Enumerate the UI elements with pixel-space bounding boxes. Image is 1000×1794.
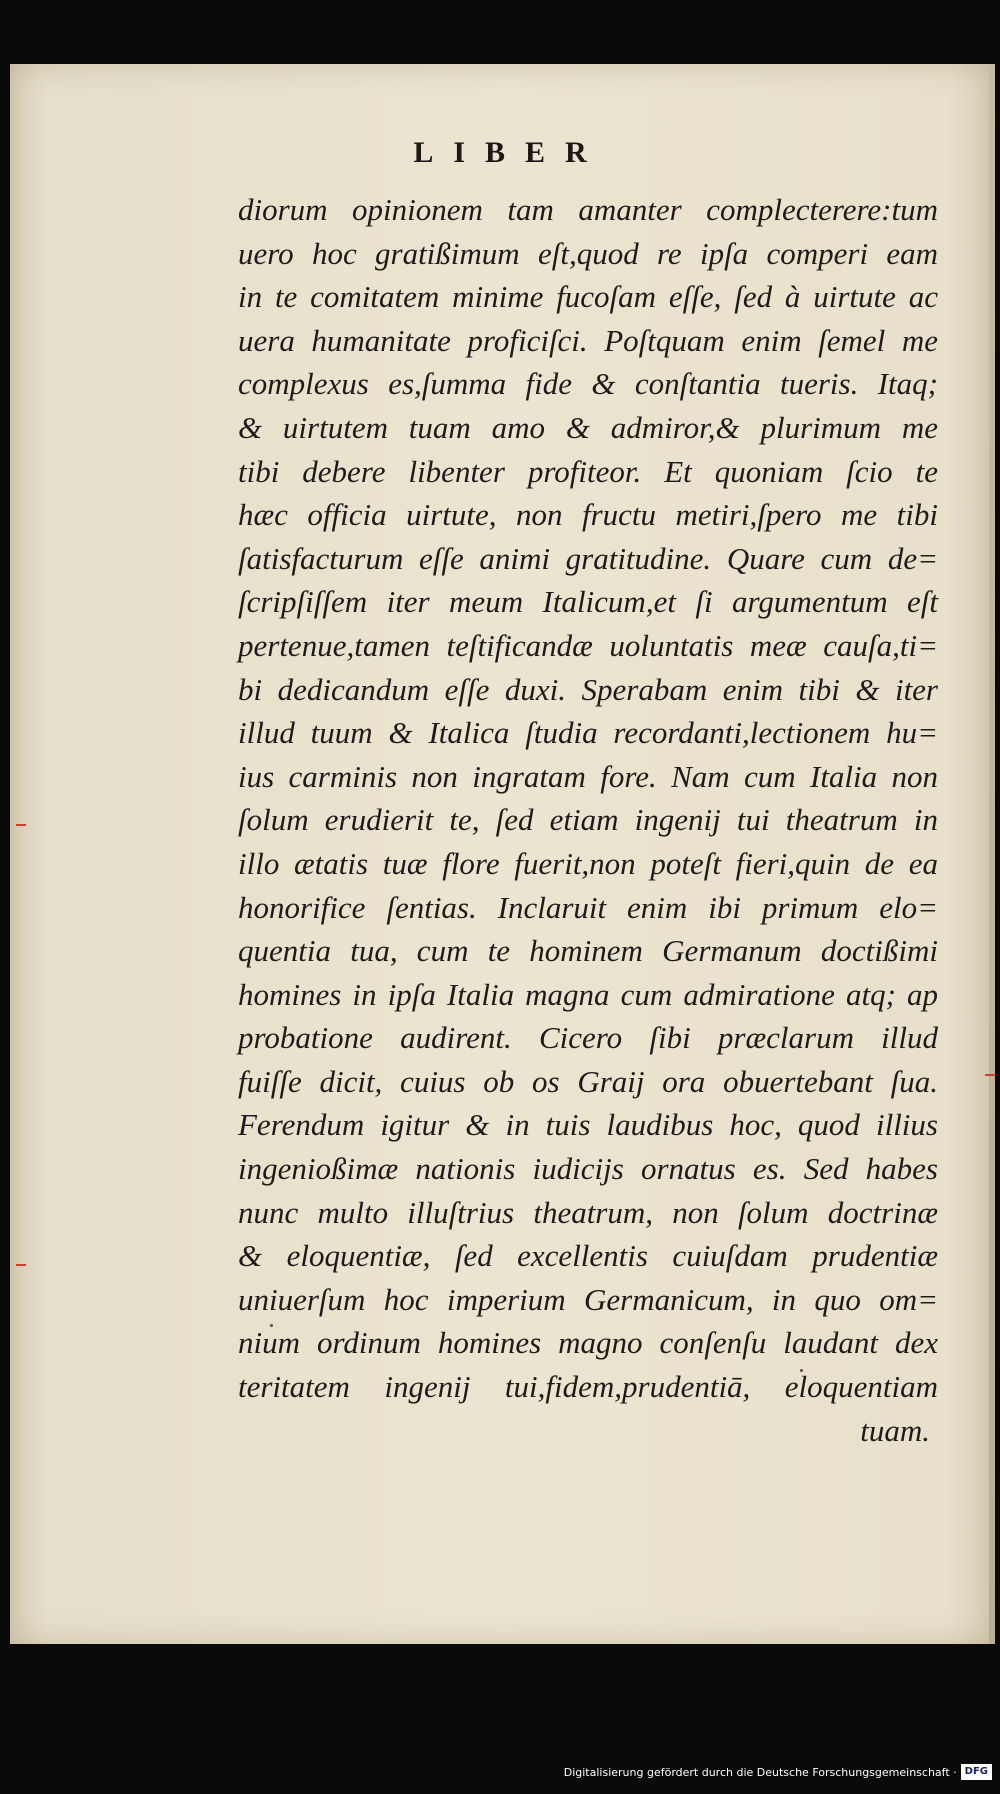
- text-line: honorifice ſentias. Inclaruit enim ibi primum elo=: [238, 889, 938, 925]
- text-line: illo ætatis tuæ flore fuerit,non poteſt fieri,quin de ea: [238, 845, 938, 881]
- text-line: probatione audirent. Cicero ſibi præclarum illud: [238, 1020, 938, 1056]
- text-line: ſcripſiſſem iter meum Italicum,et ſi argumentum eſt: [238, 584, 938, 620]
- text-line: tuam.: [860, 1412, 930, 1448]
- margin-mark: [16, 1264, 26, 1266]
- page-edge: [989, 64, 995, 1644]
- text-line: hæc officia uirtute, non fructu metiri,ſpero me tibi: [238, 497, 938, 533]
- running-head: LIBER: [413, 136, 607, 169]
- text-line: uniuerſum hoc imperium Germanicum, in quo om=: [238, 1281, 938, 1317]
- text-line: ſatisfacturum eſſe animi gratitudine. Quare cum de=: [238, 540, 938, 576]
- digitization-credit: [564, 1764, 992, 1780]
- dfg-logo: DFG: [961, 1764, 992, 1780]
- text-line: pertenue,tamen teſtificandæ uoluntatis meæ cauſa,ti=: [238, 627, 938, 663]
- text-line: tibi debere libenter profiteor. Et quoniam ſcio te: [238, 453, 938, 489]
- text-line: uera humanitate proficiſci. Poſtquam enim ſemel me: [238, 322, 938, 358]
- text-line: fuiſſe dicit, cuius ob os Graij ora obuertebant ſua.: [238, 1063, 938, 1099]
- text-line: & eloquentiæ, ſed excellentis cuiuſdam prudentiæ: [238, 1238, 938, 1274]
- text-line: Ferendum igitur & in tuis laudibus hoc, quod illius: [238, 1107, 938, 1143]
- text-line: homines in ipſa Italia magna cum admiratione atq; ap: [238, 976, 938, 1012]
- text-line: nium ordinum homines magno conſenſu laudant dex: [238, 1325, 938, 1361]
- margin-mark: [16, 824, 26, 826]
- text-line: in te comitatem minime fucoſam eſſe, ſed à uirtute ac: [238, 279, 938, 315]
- page-body-text: [238, 188, 938, 1452]
- text-line: uero hoc gratißimum eſt,quod re ipſa comperi eam: [238, 235, 938, 271]
- text-line: diorum opinionem tam amanter complecterere:tum: [238, 192, 938, 227]
- text-line: ingenioßimæ nationis iudicijs ornatus es. Sed habes: [238, 1151, 938, 1187]
- text-line: quentia tua, cum te hominem Germanum doctißimi: [238, 933, 938, 969]
- text-line: teritatem ingenij tui,fidem,prudentiā, eloquentiam: [238, 1369, 938, 1405]
- text-line: & uirtutem tuam amo & admiror,& plurimum me: [238, 409, 938, 445]
- text-line: illud tuum & Italica ſtudia recordanti,lectionem hu=: [238, 715, 938, 751]
- text-line: bi dedicandum eſſe duxi. Sperabam enim tibi & iter: [238, 671, 938, 707]
- text-line: nunc multo illuſtrius theatrum, non ſolum doctrinæ: [238, 1194, 938, 1230]
- text-line: complexus es,ſumma fide & conſtantia tueris. Itaq;: [238, 366, 938, 402]
- credit-text: Digitalisierung gefördert durch die Deutsche Forschungsgemeinschaft ·: [563, 1765, 957, 1779]
- text-line: ius carminis non ingratam fore. Nam cum Italia non: [238, 758, 938, 794]
- margin-mark: [985, 1074, 995, 1076]
- text-line: ſolum erudierit te, ſed etiam ingenij tui theatrum in: [238, 802, 938, 838]
